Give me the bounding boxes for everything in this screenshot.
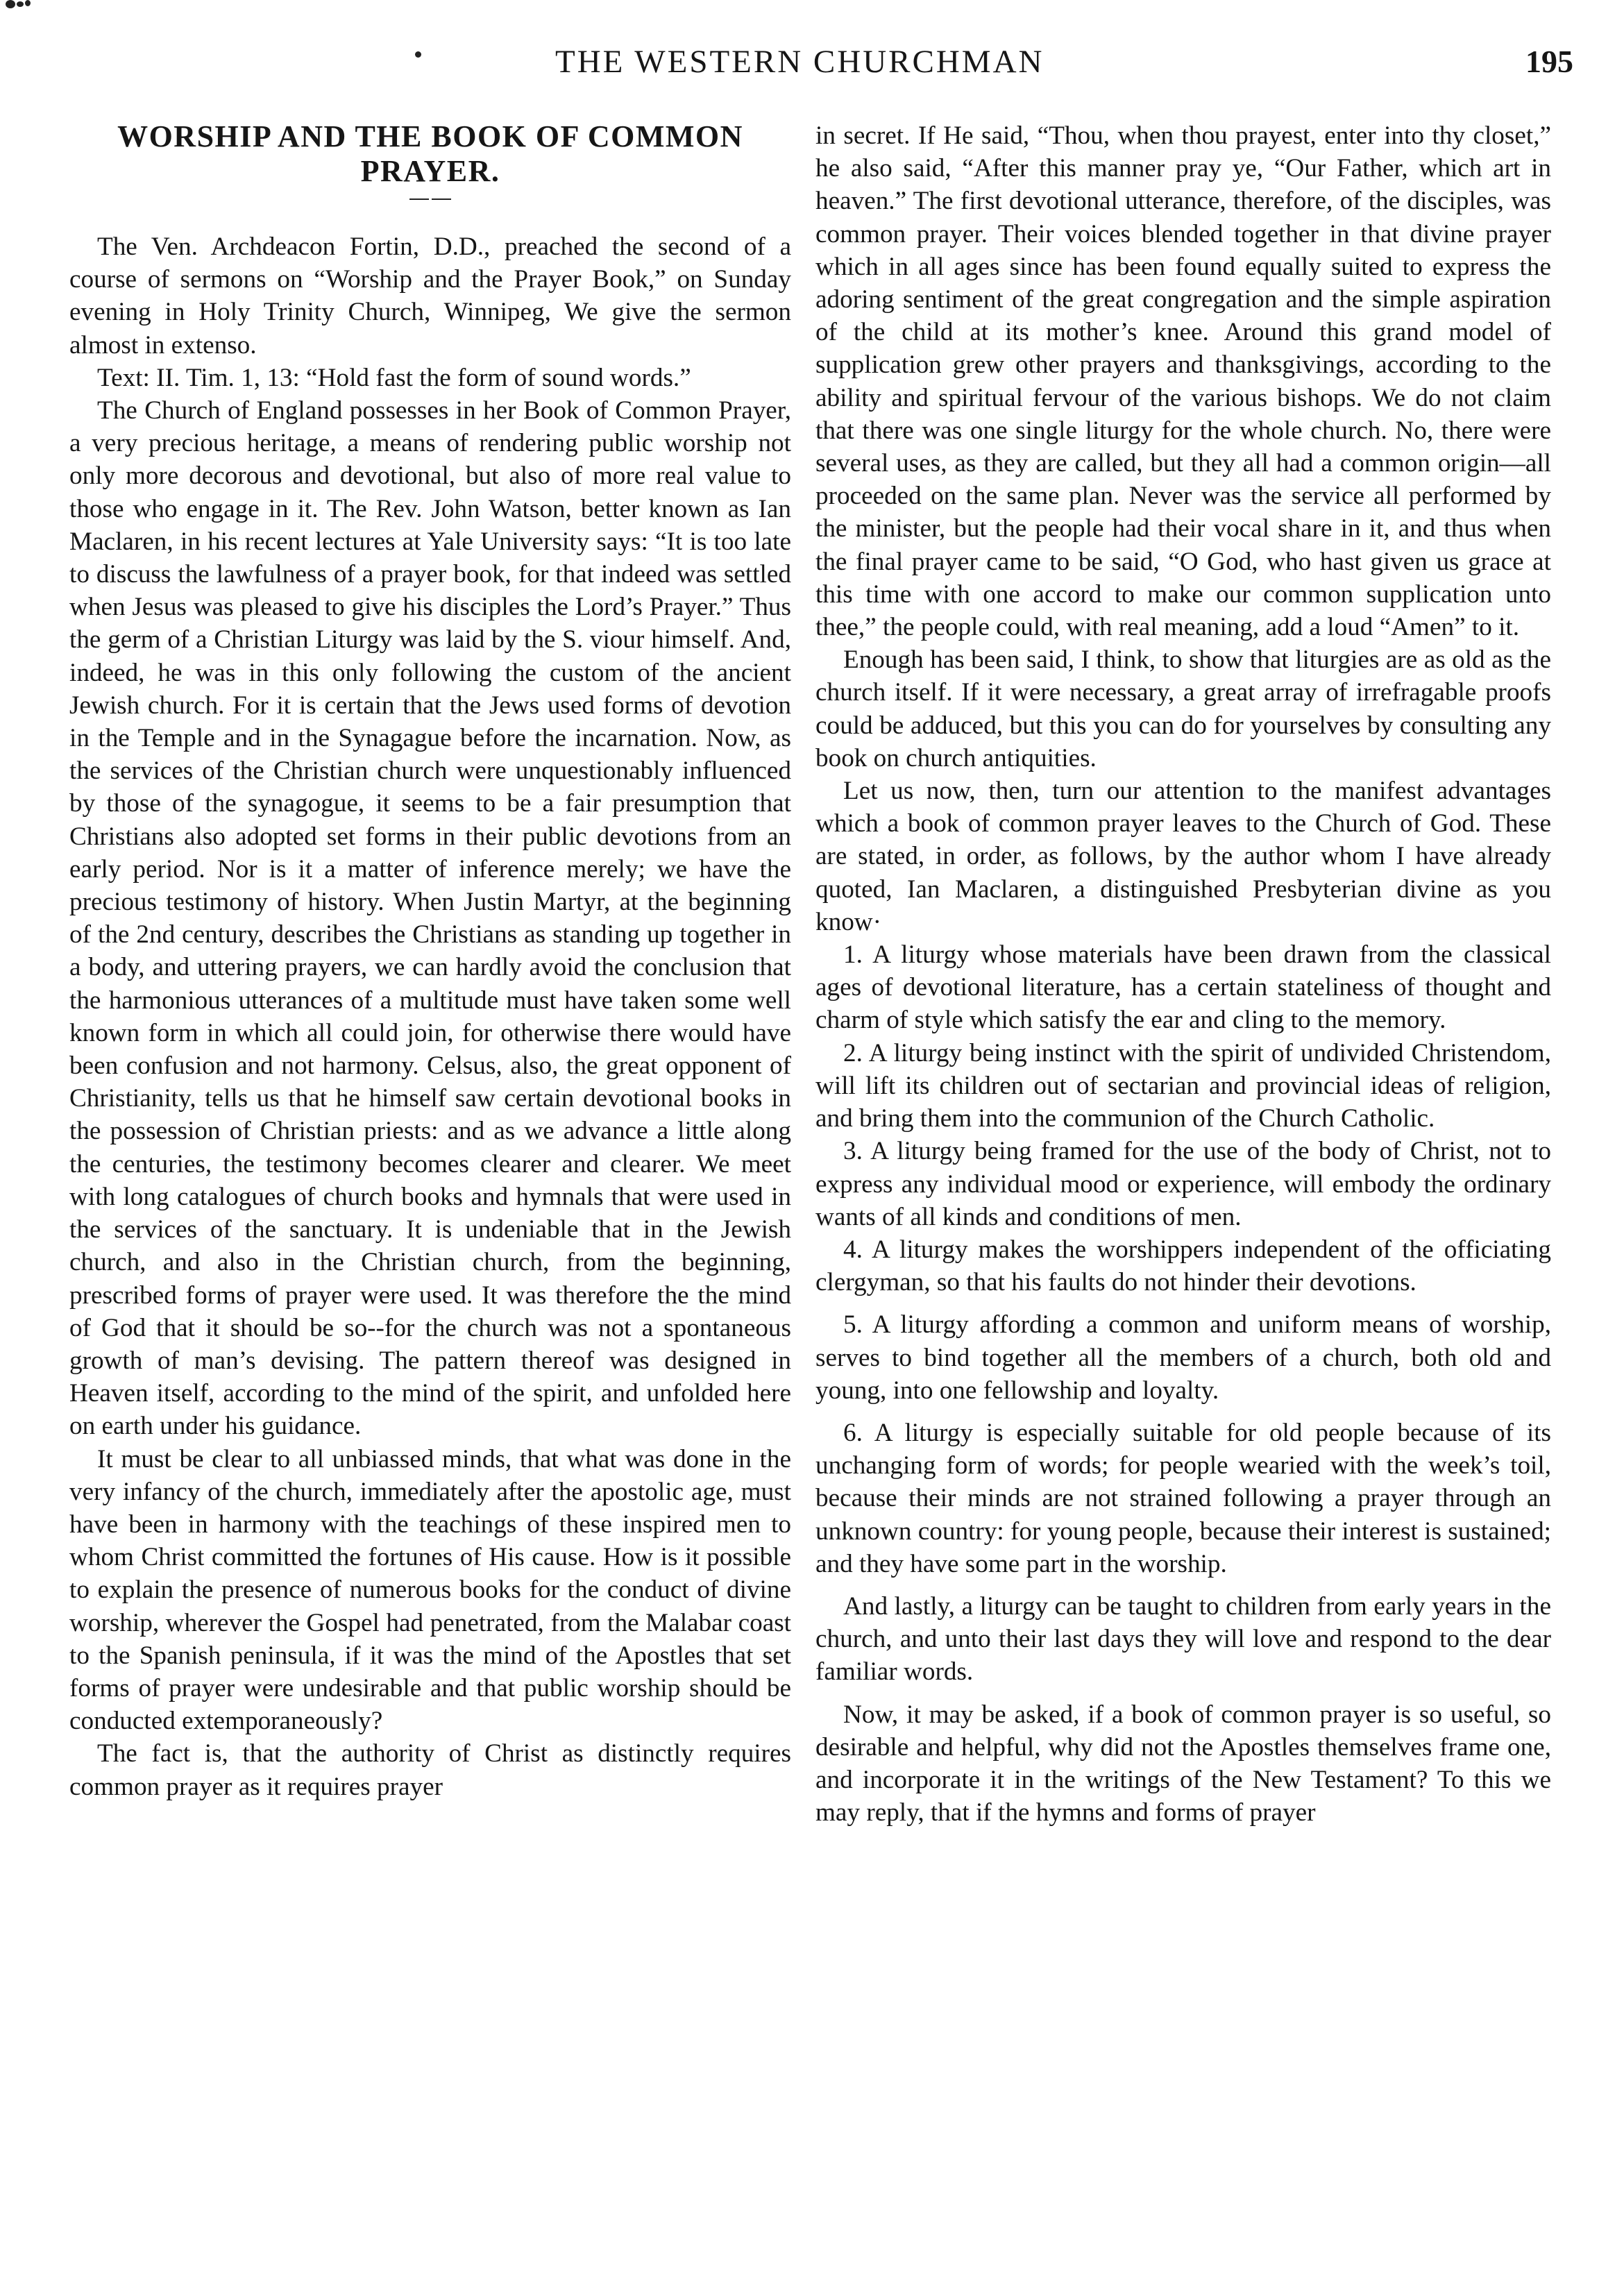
journal-title: THE WESTERN CHURCHMAN: [555, 44, 1044, 80]
ink-spot: [25, 0, 31, 6]
body-paragraph: Now, it may be asked, if a book of common prayer is so useful, so desirable and helpful, why did not the Apostles themselves frame one, and incorporate it in the writings of the New Testament? To this we may reply, that if the hymns and forms of prayer: [815, 1700, 1551, 1827]
article-title: WORSHIP AND THE BOOK OF COMMON PRAYER.: [117, 119, 743, 188]
list-item: 3. A liturgy being framed for the use of the body of Christ, not to express any individual mood or experience, will embody the ordinary wants of all kinds and conditions of men.: [815, 1137, 1551, 1231]
list-item: 1. A liturgy whose materials have been drawn from the classical ages of devotional literature, has a certain stateliness of thought and charm of style which satisfy the ear and cling to the memory.: [815, 940, 1551, 1035]
body-paragraph: It must be clear to all unbiassed minds, that what was done in the very infancy of the church, immediately after the apostolic age, must have been in harmony with the teachings of these inspired men to whom Christ committed the fortunes of His cause. How is it possible to explain the presence of numerous books for the conduct of divine worship, wherever the Gospel had penetrated, from the Malabar coast to the Spanish peninsula, if it was the mind of the Apostles that set forms of prayer were undesirable and that public worship should be conducted extemporaneously?: [69, 1444, 791, 1736]
body-paragraph: And lastly, a liturgy can be taught to children from early years in the church, and unto their last days they will love and respond to the dear familiar words.: [815, 1591, 1551, 1687]
ink-spot: [17, 1, 24, 7]
list-item: 4. A liturgy makes the worshippers independent of the officiating clergyman, so that his faults do not hinder their devotions.: [815, 1235, 1551, 1297]
left-column: [69, 119, 791, 1803]
title-rule: [405, 193, 455, 205]
list-item: 5. A liturgy affording a common and uniform means of worship, serves to bind together all the members of a church, both old and young, into one fellowship and loyalty.: [815, 1310, 1551, 1405]
body-paragraph: in secret. If He said, “Thou, when thou prayest, enter into thy closet,” he also said, “After this manner pray ye, “Our Father, which art in heaven.” The first devotional utterance, therefore, of the disciples, was common prayer. Their voices blended together in that divine prayer which in all ages since has been found equally suited to express the adoring sentiment of the great congregation and the simple aspiration of the child at its mother’s knee. Around this grand model of supplication grew other prayers and thanksgivings, according to the ability and spiritual fervour of the various bishops. We do not claim that there was one single liturgy for the whole church. No, there were several uses, as they are called, but they all had a common origin—all proceeded on the same plan. Never was the service all performed by the minister, but the people had their vocal share in it, and thus when the final prayer came to be said, “O God, who hast given us grace at this time with one accord to make our common supplication unto thee,” the people could, with real meaning, add a loud “Amen” to it.: [815, 121, 1551, 642]
body-paragraph: The fact is, that the authority of Christ as distinctly requires common prayer as it requires prayer: [69, 1739, 791, 1801]
list-item: 6. A liturgy is especially suitable for old people because of its unchanging form of words; for people wearied with the week’s toil, because their minds are not strained following a prayer through an unknown country: for young people, because their interest is sustained; and they have some part in the worship.: [815, 1418, 1551, 1578]
body-paragraph: Enough has been said, I think, to show that liturgies are as old as the church itself. If it were necessary, a great array of irrefragable proofs could be adduced, but this you can do for yourselves by consulting any book on church antiquities.: [815, 645, 1551, 772]
intro-paragraph: The Ven. Archdeacon Fortin, D.D., preached the second of a course of sermons on “Worship and the Prayer Book,” on Sunday evening in Holy Trinity Church, Winnipeg, We give the sermon almost in extenso.: [69, 233, 791, 360]
corner-ink-mark: [6, 0, 36, 10]
running-head: [0, 43, 1624, 92]
body-paragraph: The Church of England possesses in her Book of Common Prayer, a very precious heritage, a means of rendering public worship not only more decorous and devotional, but also of more real value to those who engage in it. The Rev. John Watson, better known as Ian Maclaren, in his recent lectures at Yale University says: “It is too late to discuss the lawfulness of a prayer book, for that indeed was settled when Jesus was pleased to give his disciples the Lord’s Prayer.” Thus the germ of a Christian Liturgy was laid by the S. viour himself. And, indeed, he was in this only following the custom of the ancient Jewish church. For it is certain that the Jews used forms of devotion in the Temple and in the Synagague before the incarnation. Now, as the services of the Christian church were unquestionably influenced by those of the synagogue, it seems to be a fair presumption that Christians also adopted set forms in their public devotions from an early period. Nor is it a matter of inference merely; we have the precious testimony of history. When Justin Martyr, at the beginning of the 2nd century, describes the Christians as standing up together in a body, and uttering prayers, we can hardly avoid the conclusion that the harmonious utterances of a multitude must have taken some well known form in which all could join, for otherwise there would have been confusion and not harmony. Celsus, also, the great opponent of Christianity, tells us that he himself saw certain devotional books in the possession of Christian priests: and as we advance a little along the centuries, the testimony becomes clearer and clearer. We meet with long catalogues of church books and hymnals that were used in the services of the sanctuary. It is undeniable that in the Jewish church, and also in the Christian church, from the beginning, prescribed forms of prayer were used. It was therefore the the mind of God that it should be so--for the church was not a spontaneous growth of man’s devising. The pattern thereof was designed in Heaven itself, according to the mind of the spirit, and unfolded here on earth under his guidance.: [69, 396, 791, 1441]
right-column: [815, 119, 1551, 1829]
ink-spot: [6, 0, 15, 8]
page-number: 195: [1525, 44, 1573, 79]
text-citation: Text: II. Tim. 1, 13: “Hold fast the form of sound words.”: [97, 363, 691, 392]
body-paragraph: Let us now, then, turn our attention to the manifest advantages which a book of common prayer leaves to the Church of God. These are stated, in order, as follows, by the author whom I have already quoted, Ian Maclaren, a distinguished Presbyterian divine as you know·: [815, 777, 1551, 936]
list-item: 2. A liturgy being instinct with the spirit of undivided Christendom, will lift its children out of sectarian and provincial ideas of religion, and bring them into the communion of the Church Catholic.: [815, 1038, 1551, 1133]
